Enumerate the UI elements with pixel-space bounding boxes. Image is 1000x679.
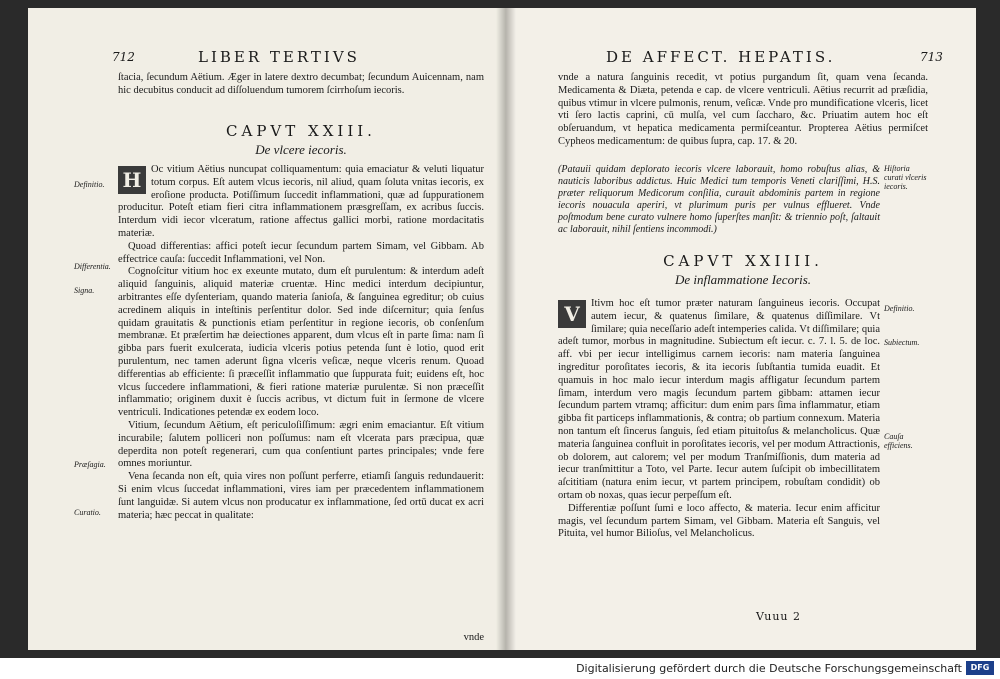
margin-note-historia: Hiſtoria curati vlceris iecoris. <box>884 164 927 191</box>
left-body <box>118 164 484 522</box>
left-chapter-subtitle: De vlcere iecoris. <box>255 142 347 157</box>
left-paragraph-5: Vena ſecanda non eſt, quia vires non poſſunt perferre, etiamſi ſanguis redundauerit: Si enim vlcus ſuccedat inflammationi, vires iam per præcedentem inflammationem ſunt languidæ. Si autem vlcus non producatur ex inflammatione, ſed ortū ducat ex acri materia; hæc peccat in qualitate: <box>118 471 484 521</box>
left-paragraph-1: Oc vitium Aëtius nuncupat colliquamentum: quia emaciatur & veluti liquatur totum corpus. Eſt autem vlcus iecoris, nil aliud, quam ſoluta vnitas iecoris, ex eroſione producta. Potiſſimum ſuccedit inflammationi, quæ ad ſuppurationem producitur. Poteſt etiam fieri citra inflammationem præsgreſſam, ex acribus ſuccis. Interdum vidi iecor vlceratum, ratione affectus gallici morbi, ratione mordacitatis materiæ. <box>118 164 484 239</box>
right-intro: vnde a natura ſanguinis recedit, vt potius purgandum ſit, quam vena ſecanda. Medicamenta & Diæta, petenda e cap. de vlcere ventriculi. Aëtius recurrit ad præſidia, quibus vtimur in vlcere pulmonis, renum, veſicæ. Vnde pro mundificatione vlceris, licet vti ſero lactis caprini, cū mulſa, vel cum ſaccharo, &c. Priuatim autem hoc eſt obſeruandum, vt hepatica medicamenta permiſceantur. Propterea Aëtius permiſcet Cypheos medicamentum: de quibus ſupra, cap. 17. & 20. <box>558 72 928 147</box>
right-body <box>558 298 880 541</box>
dfg-logo-icon: DFG <box>966 661 994 675</box>
left-dropcap: H <box>118 166 146 194</box>
left-running-header: LIBER TERTIVS <box>198 48 360 66</box>
margin-note-causa-efficiens: Cauſa efficiens. <box>884 432 913 450</box>
left-page <box>28 8 506 650</box>
margin-note-curatio: Curatio. <box>74 508 101 517</box>
left-catchword: vnde <box>463 632 484 643</box>
left-intro: ſtacia, ſecundum Aëtium. Æger in latere dextro decumbat; ſecundum Auicennam, nam hic decubitus conducit ad diſſoluendum tumorem ſcirrhoſum iecoris. <box>118 72 484 96</box>
right-page <box>506 8 976 650</box>
right-dropcap: V <box>558 300 586 328</box>
left-paragraph-2: Quoad differentias: affici poteſt iecur ſecundum partem Simam, vel Gibbam. Ab effectrice cauſa: ſuccedit Inflammationi, vel Non. <box>118 240 484 265</box>
right-signature-mark: Vuuu 2 <box>756 610 801 623</box>
right-running-header: DE AFFECT. HEPATIS. <box>606 48 836 66</box>
right-paragraph-1: Itivm hoc eſt tumor præter naturam ſanguineus iecoris. Occupat autem iecur, & quatenus ſimilare, & quatenus diſſimilare. Vt ſimilare; quia neceſſario adeſt intemperies calida. Vt diſſimilare; quia adeſt tumor, morbus in magnitudine. Subiectum eſt iecur. c. 7. l. 5. de loc. aff. vbi per iecur intelligimus carnem iecoris: nam materia ſanguinea ingreditur poroſitates iecoris, & ita iecoris ſubſtantia tumida euadit. Et quamuis in hoc malo iecur interdum magis affligatur ſecundum partem ſimam, interdum vero magis ſecundum partem gibbam: attamen iecur ſecundum partem vtramq; afficitur: dum enim pars ſima inflammatur, etiam gibba fit particeps inflammationis, & contra; ob partium connexum. Materia non tantum eſt ſincerus ſanguis, ſed etiam pituitoſus & melancholicus. Quæ materia ſanguinea confluit in poroſitates iecoris, vel per modum Attractionis, ob dolorem, aut calorem; vel per modum Tranſmiſſionis, dum materia ad iecur tranſmittitur a Toto, vel Parte. Iecur autem ſuſcipit ob imbecillitatem aſcititiam (natura enim iecur, vt partem principem, robuſtam condidit) ob ortam ob noxas, quas iecur perpeſſum eſt. <box>558 298 880 501</box>
left-caput-title: CAPVT XXIII. <box>226 122 376 140</box>
left-paragraph-3: Cognoſcitur vitium hoc ex exeunte mutato, dum eſt purulentum: & interdum adeſt aliquid ſanguinis, aliquid materiæ cruentæ. Hinc medici interdum decipiuntur, arbitrantes eſſe dyſenteriam, quando materia ſanioſa, & ſanguinea egreditur; ob cuius acredinem aliquis in inteſtinis perſentitur dolor. Sed inde diſcernitur; quia ſenſus quidam grauitatis & punctionis etiam perſentitur in regione iecoris, ob conſenſum membranæ. Et præſertim hæ deiectiones apparent, dum vlcus eſt in parte ſima: nam ſi gibba pars fuerit exulcerata, iudicia vlceris potius petenda ſunt è lotio, quod erit purulentum, nec tamen aderunt ſigna vlceris veſicæ, neque vlceris renum. Quoad differentias ab efficiente: ſi præceſſit inflammatio que ſuppurata fuit; euidens eſt, hoc vlcus ſuccedere inflammationi, & fieri ratione materiæ purulentæ. Si non præceſſit inflammatio; originem duxit è ſuccis acribus, vt dictum fuit in ſermone de vlcere ventriculi. Indicationes petendæ ex eodem loco. <box>118 266 484 419</box>
margin-note-praesagia: Præſagia. <box>74 460 106 469</box>
margin-note-definitio: Definitio. <box>74 180 105 189</box>
margin-note-definitio-right: Definitio. <box>884 304 915 313</box>
margin-note-signa: Signa. <box>74 286 95 295</box>
footer-bar <box>0 658 1000 679</box>
right-page-number: 713 <box>920 50 943 64</box>
left-paragraph-4: Vitium, ſecundum Aëtium, eſt periculoſiſſimum: ægri enim emaciantur. Eſt vitium incurabile; ſalutem polliceri non poſſumus: nam eſt vlcerata pars præcipua, quæ deperdita non poteſt regenerari, cum qua conſentiunt partes principales; vnde fere omnes moriuntur. <box>118 419 484 470</box>
left-page-number: 712 <box>112 50 135 64</box>
right-caput-title: CAPVT XXIIII. <box>663 252 823 270</box>
right-history-note: (Patauii quidam deplorato iecoris vlcere laborauit, homo robuſtus alias, & nauticis laboribus addictus. Huic Medici tum temporis Veneti clariſſimi, H.S. præter reliquorum Medicorum conſilia, curauit abdominis partem in regione iecoris nouacula aperiri, vt plurimum puris per vulnus efflueret. Vnde poſtmodum bene curato vulnere homo ſuperſtes manſit: & triennio poſt, ſaltauit ac laborauit, nihil ſentiens incommodi.) <box>558 164 880 235</box>
footer-credit: Digitalisierung gefördert durch die Deutsche Forschungsgemeinschaft <box>576 662 962 675</box>
right-chapter-subtitle: De inflammatione Iecoris. <box>674 272 812 287</box>
margin-note-subiectum: Subiectum. <box>884 338 920 347</box>
right-paragraph-2: Differentiæ poſſunt ſumi e loco affecto, & materia. Iecur enim afficitur magis, vel ſecundum partem Simam, vel Gibbam. Materia eſt Sanguis, vel Pituita, vel humor Bilioſus, vel Melancholicus. <box>558 502 880 540</box>
book-gutter <box>496 8 516 650</box>
margin-note-differentia: Differentia. <box>74 262 111 271</box>
